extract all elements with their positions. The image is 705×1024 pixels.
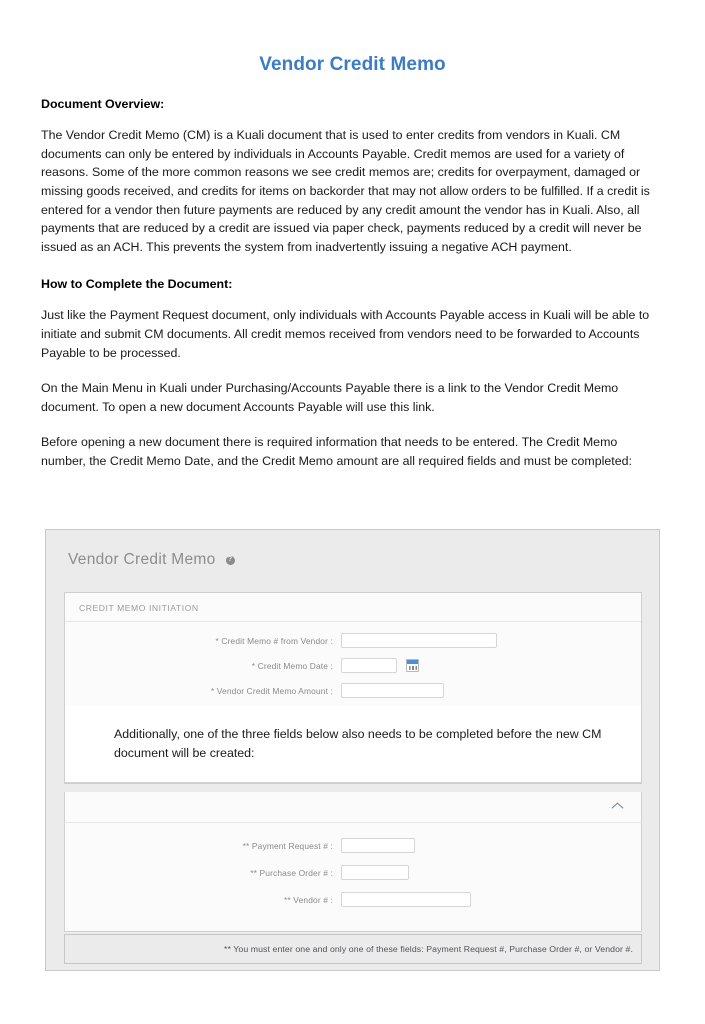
form-header	[46, 530, 659, 589]
document-body	[41, 96, 665, 488]
overlay-note	[65, 706, 641, 783]
how-to-heading: How to Complete the Document:	[41, 277, 233, 292]
credit-memo-date-label: * Credit Memo Date :	[251, 660, 333, 671]
field-row	[65, 658, 641, 673]
vendor-number-label: ** Vendor # :	[284, 894, 333, 905]
how-to-paragraph-1: Just like the Payment Request document, only individuals with Accounts Payable access in Kuali will be able to initiate and submit CM documents. All credit memos received from vendors need to be forwarded to Accounts Payable to be processed.	[41, 308, 650, 360]
field-row	[65, 683, 641, 698]
chevron-up-icon[interactable]	[612, 802, 623, 809]
panel-legend: CREDIT MEMO INITIATION	[79, 603, 199, 613]
footer-note-text: ** You must enter one and only one of these fields: Payment Request #, Purchase Order #, or Vendor #.	[223, 944, 633, 954]
overlay-note-text: Additionally, one of the three fields below also needs to be completed before the new CM document will be created:	[114, 727, 602, 760]
vendor-credit-memo-amount-label: * Vendor Credit Memo Amount :	[210, 685, 333, 696]
help-circle-icon[interactable]	[226, 556, 235, 565]
embedded-form-screenshot	[45, 529, 660, 971]
alternate-identifiers-panel	[64, 822, 642, 932]
page-title: Vendor Credit Memo	[259, 54, 446, 75]
field-row	[65, 892, 641, 907]
panel-divider	[65, 621, 641, 622]
purchase-order-number-label: ** Purchase Order # :	[250, 867, 333, 878]
credit-memo-date-input[interactable]	[341, 658, 397, 673]
calendar-icon[interactable]	[406, 659, 419, 672]
purchase-order-number-input[interactable]	[341, 865, 409, 880]
payment-request-number-label: ** Payment Request # :	[242, 840, 333, 851]
payment-request-number-input[interactable]	[341, 838, 415, 853]
form-footer-bar	[64, 934, 642, 964]
credit-memo-number-input[interactable]	[341, 633, 497, 648]
vendor-number-input[interactable]	[341, 892, 471, 907]
overview-paragraph: The Vendor Credit Memo (CM) is a Kuali document that is used to enter credits from vendors in Kuali. CM documents can only be entered by individuals in Accounts Payable. Credit memos are used for a variety of reasons. Some of the more common reasons we see credit memos are; credits for overpayment, damaged or missing goods received, and credits for items on backorder that may not allow orders to be fulfilled. If a credit is entered for a vendor then future payments are reduced by any credit amount the vendor has in Kuali. Also, all payments that are reduced by a credit are issued via paper check, payments reduced by a credit will never be issued as an ACH. This prevents the system from inadvertently issuing a negative ACH payment.	[41, 128, 650, 254]
field-row	[65, 838, 641, 853]
vendor-credit-memo-amount-input[interactable]	[341, 683, 444, 698]
panel-collapse-bar[interactable]	[64, 792, 642, 822]
form-title: Vendor Credit Memo	[68, 550, 216, 568]
credit-memo-number-label: * Credit Memo # from Vendor :	[215, 635, 333, 646]
how-to-paragraph-3: Before opening a new document there is required information that needs to be entered. The Credit Memo number, the Credit Memo Date, and the Credit Memo amount are all required fields and must be completed:	[41, 435, 632, 468]
how-to-paragraph-2: On the Main Menu in Kuali under Purchasing/Accounts Payable there is a link to the Vendor Credit Memo document. To open a new document Accounts Payable will use this link.	[41, 381, 619, 414]
overview-heading: Document Overview:	[41, 97, 165, 111]
field-row	[65, 865, 641, 880]
field-row	[65, 633, 641, 648]
